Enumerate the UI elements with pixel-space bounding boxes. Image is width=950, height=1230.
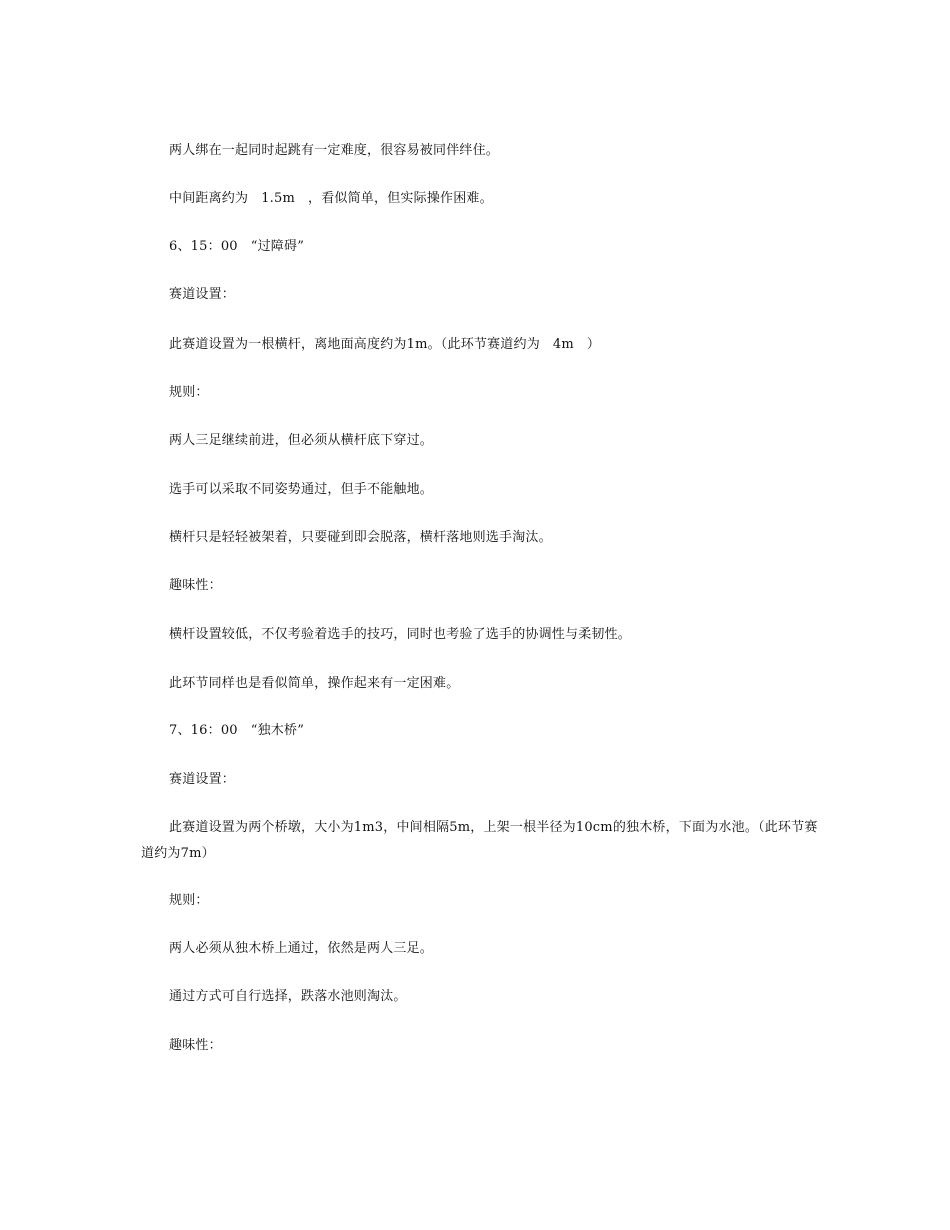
paragraph-rule-no-hands: 选手可以采取不同姿势通过，但手不能触地。 bbox=[169, 482, 434, 497]
paragraph-rule-cross-bridge: 两人必须从独木桥上通过，依然是两人三足。 bbox=[169, 941, 434, 956]
paragraph-bridge-setup: 此赛道设置为两个桥墩，大小为1m3，中间相隔5m，上架一根半径为10cm的独木桥，下面为水池。（此环节赛道约为7m） bbox=[141, 820, 818, 861]
paragraph-bar-setup: 此赛道设置为一根横杆，离地面高度约为1m。（此环节赛道约为 4m ） bbox=[169, 337, 601, 352]
label-fun-2: 趣味性： bbox=[169, 1038, 222, 1053]
label-rules-2: 规则： bbox=[169, 893, 209, 908]
paragraph-fun-skill: 横杆设置较低，不仅考验着选手的技巧，同时也考验了选手的协调性与柔韧性。 bbox=[169, 627, 632, 642]
label-track-setup: 赛道设置： bbox=[169, 287, 236, 302]
paragraph-hop-difficulty: 两人绑在一起同时起跳有一定难度，很容易被同伴绊住。 bbox=[169, 143, 500, 158]
label-fun: 趣味性： bbox=[169, 578, 222, 593]
label-track-setup-2: 赛道设置： bbox=[169, 772, 236, 787]
section-heading-bridge: 7、16：00 “独木桥” bbox=[169, 723, 305, 738]
paragraph-distance: 中间距离约为 1.5m ，看似简单，但实际操作困难。 bbox=[169, 191, 493, 206]
paragraph-rule-bar-falls: 横杆只是轻轻被架着，只要碰到即会脱落，横杆落地则选手淘汰。 bbox=[169, 530, 552, 545]
paragraph-fun-simple: 此环节同样也是看似简单，操作起来有一定困难。 bbox=[169, 676, 460, 691]
label-rules: 规则： bbox=[169, 385, 209, 400]
paragraph-rule-fall-out: 通过方式可自行选择，跌落水池则淘汰。 bbox=[169, 989, 407, 1004]
paragraph-rule-pass-under: 两人三足继续前进，但必须从横杆底下穿过。 bbox=[169, 433, 434, 448]
section-heading-obstacle: 6、15：00 “过障碍” bbox=[169, 239, 305, 254]
